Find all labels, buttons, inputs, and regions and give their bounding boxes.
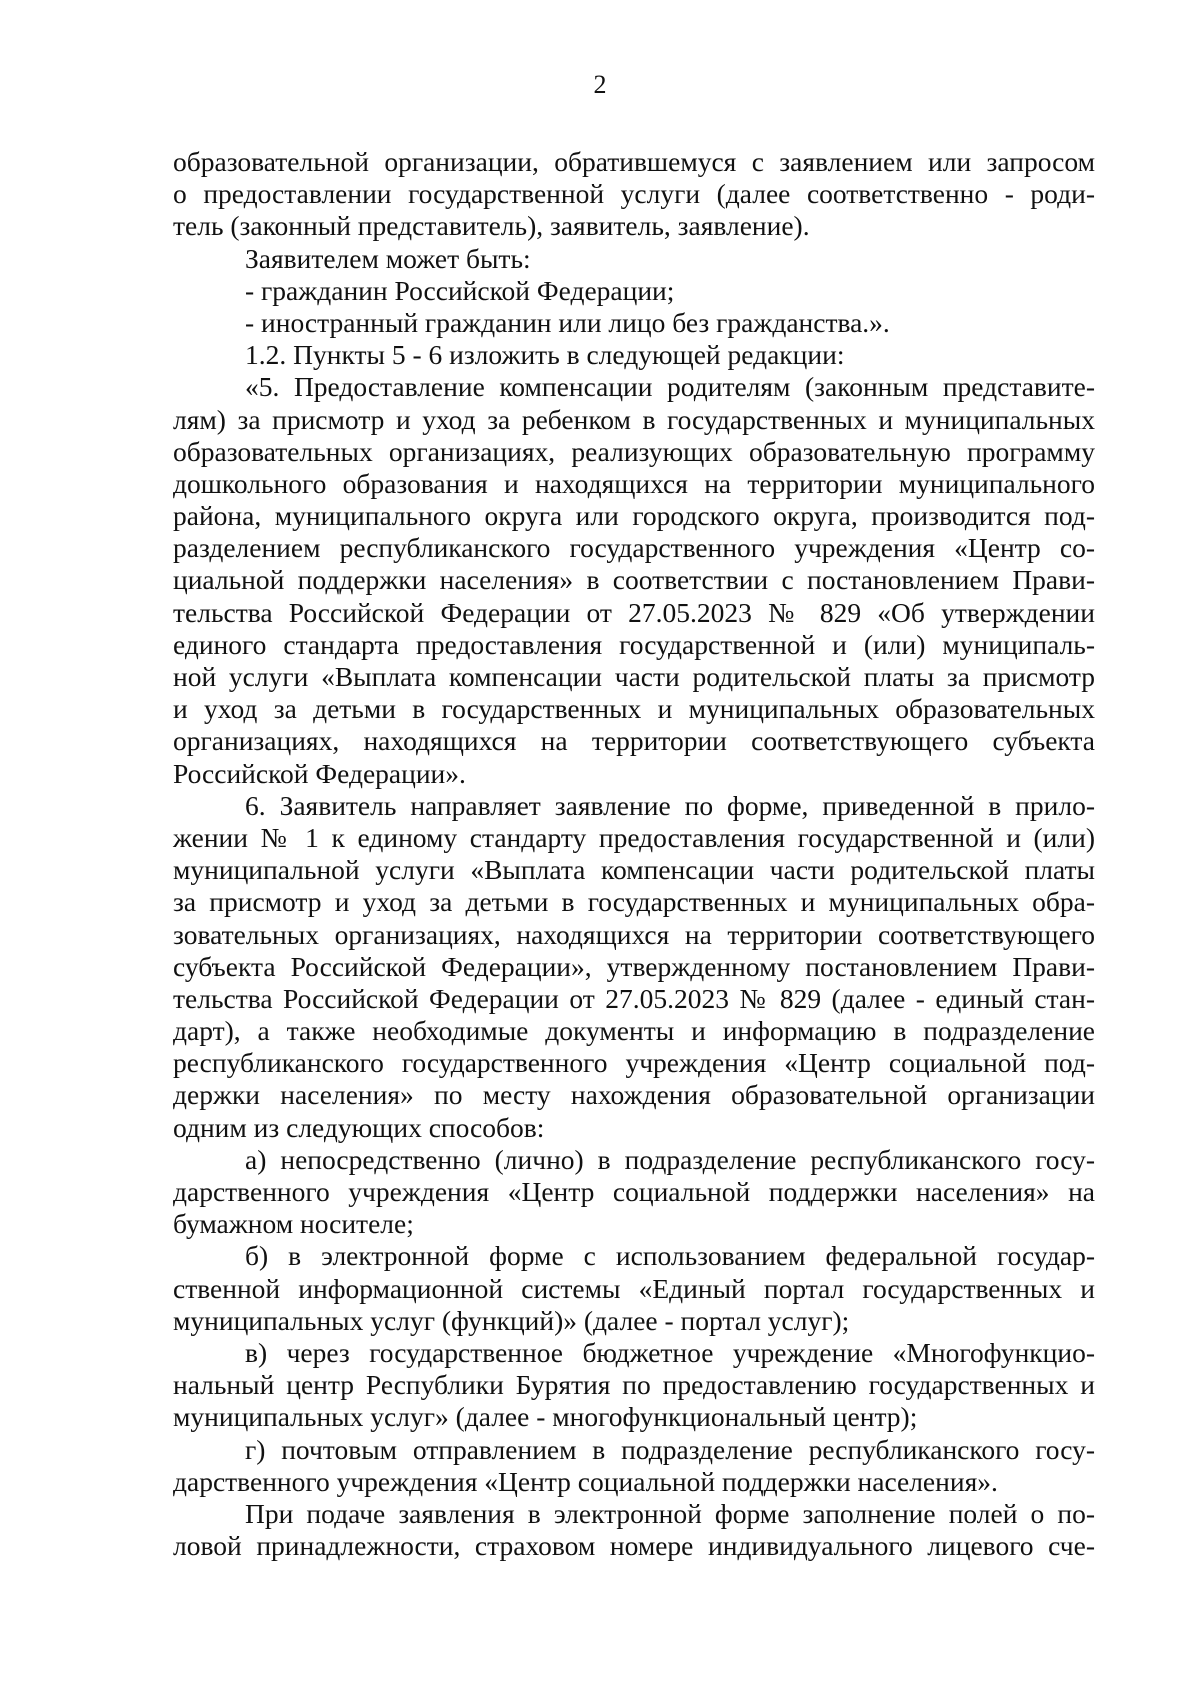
text-line: держки населения» по месту нахождения образовательной организации bbox=[173, 1079, 1095, 1111]
text-line: циальной поддержки населения» в соответствии с постановлением Прави- bbox=[173, 564, 1095, 596]
page-number: 2 bbox=[593, 70, 607, 99]
text-line: дарт), а также необходимые документы и информацию в подразделение bbox=[173, 1015, 1095, 1047]
text-line: муниципальных услуг (функций)» (далее - портал услуг); bbox=[173, 1304, 850, 1336]
text-line: ловой принадлежности, страховом номере индивидуального лицевого сче- bbox=[173, 1530, 1095, 1562]
text-line: нальный центр Республики Бурятия по предоставлению государственных и bbox=[173, 1369, 1095, 1401]
text-line: образовательной организации, обратившемуся с заявлением или запросом bbox=[173, 146, 1095, 177]
text-line: субъекта Российской Федерации», утвержденному постановлением Прави- bbox=[173, 950, 1095, 982]
text-line: за присмотр и уход за детьми в государственных и муниципальных обра- bbox=[173, 886, 1095, 918]
text-line: Российской Федерации». bbox=[173, 757, 466, 789]
body-text bbox=[173, 146, 1095, 1562]
text-line: жении № 1 к единому стандарту предоставления государственной и (или) bbox=[173, 821, 1095, 853]
text-line: тельства Российской Федерации от 27.05.2023 № 829 «Об утверждении bbox=[173, 596, 1095, 628]
text-line: дарственного учреждения «Центр социальной поддержки населения» на bbox=[173, 1176, 1095, 1207]
text-line: 6. Заявитель направляет заявление по форме, приведенной в прило- bbox=[245, 789, 1095, 821]
text-line: организациях, находящихся на территории соответствующего субъекта bbox=[173, 725, 1095, 757]
text-line: республиканского государственного учреждения «Центр социальной под- bbox=[173, 1047, 1095, 1079]
text-line: лям) за присмотр и уход за ребенком в государственных и муниципальных bbox=[173, 403, 1095, 435]
text-line: бумажном носителе; bbox=[173, 1208, 414, 1240]
text-line: дарственного учреждения «Центр социальной поддержки населения». bbox=[173, 1465, 998, 1497]
text-line: При подаче заявления в электронной форме заполнение полей о по- bbox=[245, 1497, 1095, 1529]
text-line: ной услуги «Выплата компенсации части родительской платы за присмотр bbox=[173, 661, 1095, 692]
text-line: дошкольного образования и находящихся на территории муниципального bbox=[173, 467, 1095, 499]
text-line: тель (законный представитель), заявитель, заявление). bbox=[173, 210, 810, 242]
text-line: - иностранный гражданин или лицо без гражданства.». bbox=[245, 306, 890, 338]
text-line: г) почтовым отправлением в подразделение республиканского госу- bbox=[245, 1433, 1095, 1465]
text-line: разделением республиканского государственного учреждения «Центр со- bbox=[173, 532, 1095, 564]
text-line: единого стандарта предоставления государственной и (или) муниципаль- bbox=[173, 628, 1095, 660]
text-line: о предоставлении государственной услуги (далее соответственно - роди- bbox=[173, 178, 1095, 210]
text-line: б) в электронной форме с использованием федеральной государ- bbox=[245, 1240, 1095, 1272]
text-line: одним из следующих способов: bbox=[173, 1111, 545, 1143]
text-line: - гражданин Российской Федерации; bbox=[245, 274, 675, 306]
text-line: 1.2. Пункты 5 - 6 изложить в следующей редакции: bbox=[245, 339, 845, 371]
text-line: тельства Российской Федерации от 27.05.2023 № 829 (далее - единый стан- bbox=[173, 982, 1095, 1014]
text-line: муниципальных услуг» (далее - многофункциональный центр); bbox=[173, 1401, 918, 1433]
text-line: ственной информационной системы «Единый портал государственных и bbox=[173, 1272, 1095, 1304]
text-line: Заявителем может быть: bbox=[245, 242, 531, 274]
text-line: образовательных организациях, реализующих образовательную программу bbox=[173, 435, 1095, 467]
text-line: в) через государственное бюджетное учреждение «Многофункцио- bbox=[245, 1336, 1095, 1368]
text-line: муниципальной услуги «Выплата компенсации части родительской платы bbox=[173, 854, 1095, 886]
text-line: зовательных организациях, находящихся на территории соответствующего bbox=[173, 918, 1095, 950]
text-line: и уход за детьми в государственных и муниципальных образовательных bbox=[173, 693, 1095, 725]
text-line: «5. Предоставление компенсации родителям (законным представите- bbox=[245, 371, 1095, 403]
text-line: района, муниципального округа или городского округа, производится под- bbox=[173, 500, 1095, 532]
text-line: а) непосредственно (лично) в подразделение республиканского госу- bbox=[245, 1143, 1095, 1175]
